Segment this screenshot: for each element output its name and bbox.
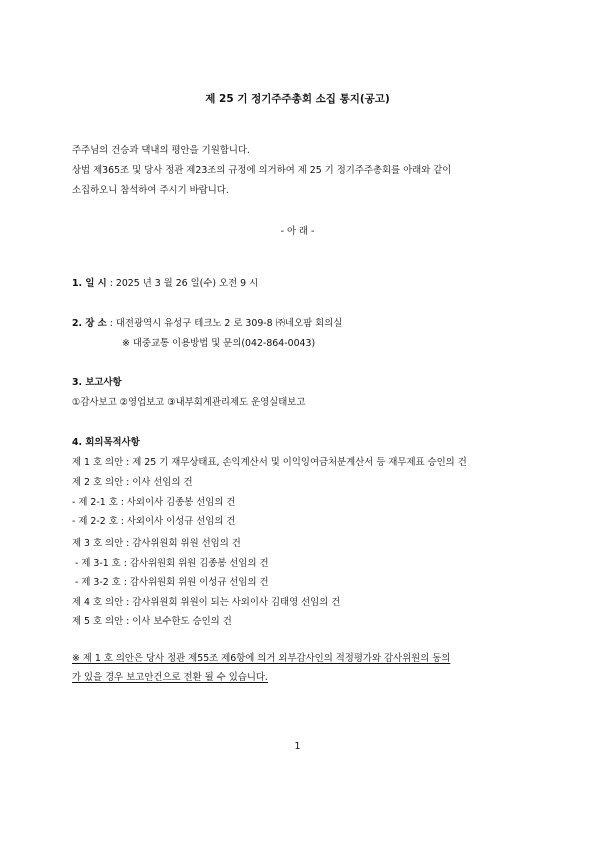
notice-heading: - 아 래 - [280,226,315,237]
agenda-item: 제 3 호 의안 : 감사위원회 위원 선임의 건 [72,538,241,549]
page-number: 1 [294,741,301,752]
agenda-item: 제 2 호 의안 : 이사 선임의 건 [72,477,193,488]
reports-text: ①감사보고 ②영업보고 ③내부회계관리제도 운영실태보고 [72,397,306,408]
agenda-item: - 제 2-1 호 : 사외이사 김종봉 선임의 건 [72,497,236,508]
document-title: 제 25 기 정기주주총회 소집 통지(공고) [205,93,390,105]
agenda-item: 제 5 호 의안 : 이사 보수한도 승인의 건 [72,616,232,627]
footnote-line-2: 가 있을 경우 보고안건으로 전환 될 수 있습니다. [72,672,268,683]
date-value: : 2025 년 3 월 26 일(수) 오전 9 시 [106,278,259,289]
greeting-line-3: 소집하오니 참석하여 주시기 바랍니다. [72,185,229,196]
agenda-item: 제 4 호 의안 : 감사위원회 위원이 되는 사외이사 김태영 선임의 건 [72,597,341,608]
agenda-item: - 제 3-1 호 : 감사위원회 위원 김종봉 선임의 건 [72,558,269,569]
agenda-heading: 4. 회의목적사항 [72,437,140,448]
place-value: : 대전광역시 유성구 테크노 2 로 309-8 ㈜네오팜 회의실 [106,318,343,329]
reports-heading: 3. 보고사항 [72,377,122,388]
agenda-item: 제 1 호 의안 : 제 25 기 재무상태표, 손익계산서 및 이익잉여금처분계산서 등 재무제표 승인의 건 [72,457,467,468]
place-sub-note: ※ 대중교통 이용방법 및 문의(042-864-0043) [122,338,316,349]
date-label: 1. 일 시 [72,278,107,289]
agenda-item: - 제 2-2 호 : 사외이사 이성규 선임의 건 [72,516,236,527]
agenda-item: - 제 3-2 호 : 감사위원회 위원 이성규 선임의 건 [72,577,269,588]
footnote-line-1: ※ 제 1 호 의안은 당사 정관 제55조 제6항에 의거 외부감사인의 적정평가와 감사위원의 동의 [72,653,451,664]
greeting-line-2: 상법 제365조 및 당사 정관 제23조의 규정에 의거하여 제 25 기 정기주주총회를 아래와 같이 [72,165,452,176]
place-item [72,318,342,330]
greeting-line-1: 주주님의 건승과 댁내의 평안을 기원합니다. [72,145,250,156]
date-item [72,278,258,290]
place-label: 2. 장 소 [72,318,107,329]
